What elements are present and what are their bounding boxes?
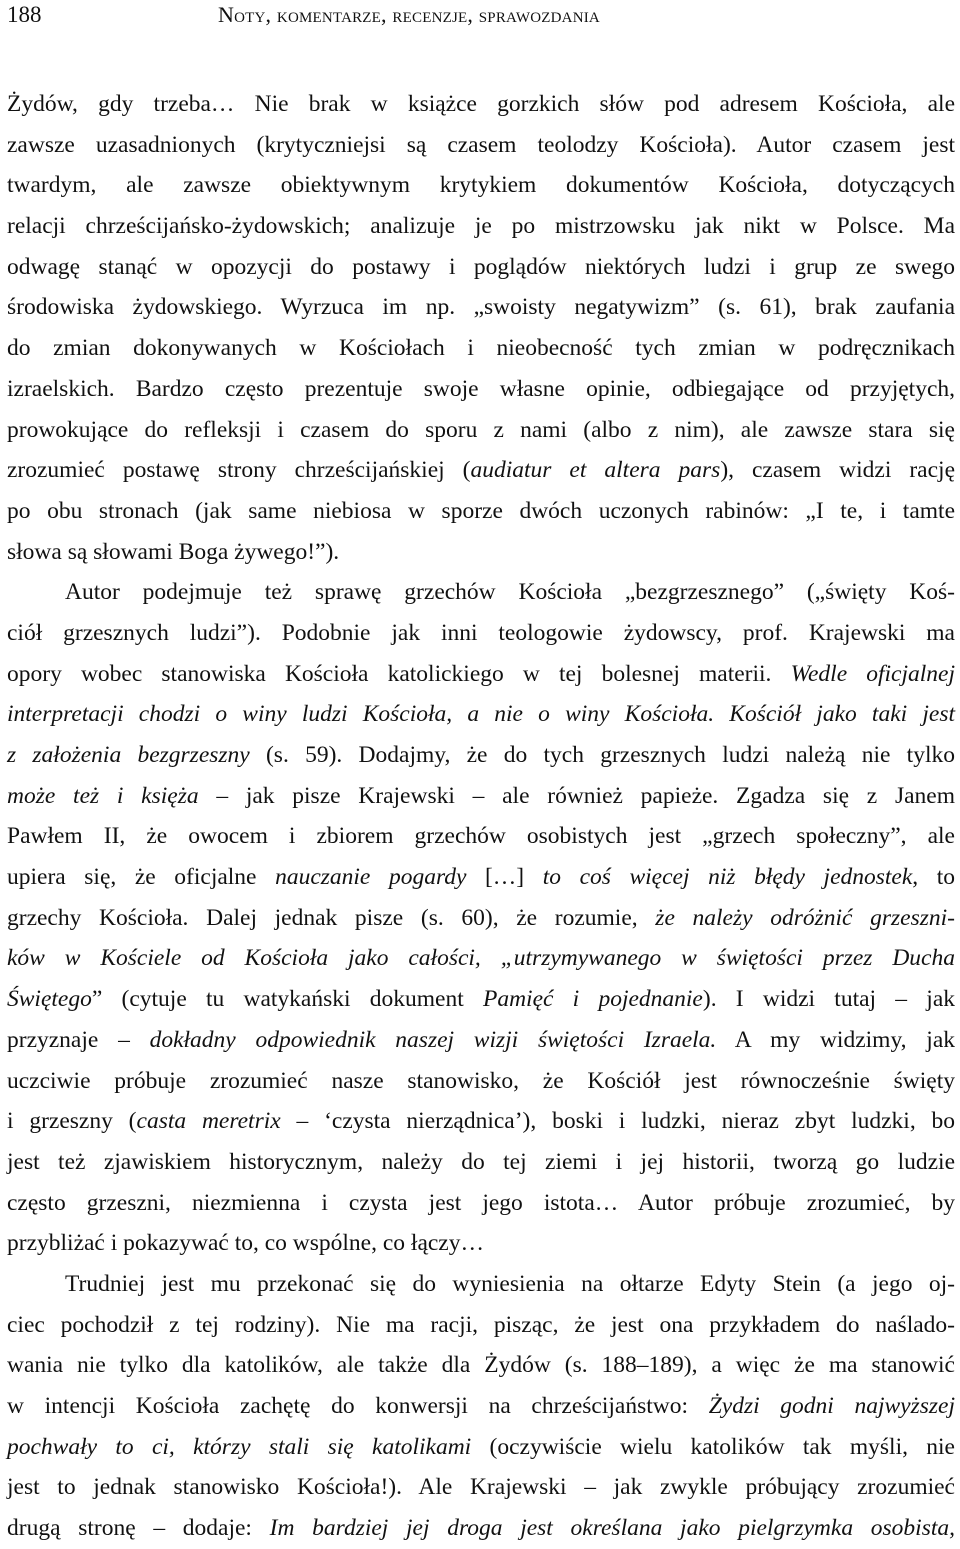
italic-text: ków w Kościele od Kościoła jako całości, „utrzymywanego w świętości przez Ducha <box>7 945 955 972</box>
text-line <box>7 1345 955 1386</box>
text-segment: po obu stronach (jak same niebiosa w sporze dwóch uczonych rabinów: „I te, i tamte <box>7 497 955 524</box>
text-line <box>7 1061 955 1102</box>
italic-text: Żydzi godni najwyższej <box>708 1393 955 1419</box>
text-line <box>7 410 955 451</box>
text-segment: (s. 59). Dodajmy, że do tych grzesznych ludzi należą nie tylko <box>249 742 955 768</box>
text-line <box>7 1305 955 1346</box>
text-segment: jest też zjawiskiem historycznym, należy do tej ziemi i jej historii, tworzą go ludzie <box>7 1148 955 1175</box>
text-segment: – ‘czysta nierządnica’), boski i ludzki, nieraz zbyt ludzki, bo <box>280 1108 956 1135</box>
text-segment: drugą stronę – dodaje: <box>7 1515 270 1542</box>
text-line <box>7 898 955 939</box>
text-segment: , to <box>912 864 956 891</box>
text-line <box>7 328 955 369</box>
text-segment: przybliżać i pokazywać to, co wspólne, co łączy… <box>7 1230 484 1257</box>
text-line <box>7 1264 955 1305</box>
italic-text: Im bardziej jej droga jest określana jako pielgrzymka osobista, <box>269 1515 955 1542</box>
text-line <box>7 1467 955 1508</box>
text-line <box>7 247 955 288</box>
text-segment: wania nie tylko dla katolików, ale także dla Żydów (s. 188–189), a więc że ma stanowić <box>7 1352 955 1379</box>
text-line <box>7 1101 955 1142</box>
text-segment: odwagę stanąć w opozycji do postawy i poglądów niektórych ludzi i grup ze swego <box>7 253 955 280</box>
text-segment: twardym, ale zawsze obiektywnym krytykiem dokumentów Kościoła, dotyczących <box>7 172 955 199</box>
text-segment: grzechy Kościoła. Dalej jednak pisze (s. 60), że rozumie, <box>7 904 656 931</box>
text-segment: upiera się, że oficjalne <box>7 864 276 891</box>
text-line <box>7 450 955 491</box>
article-body <box>7 84 955 1549</box>
italic-text: nauczanie pogardy <box>275 864 467 891</box>
text-segment: Trudniej jest mu przekonać się do wyniesienia na ołtarze Edyty Stein (a jego oj- <box>65 1270 955 1297</box>
text-line <box>7 694 955 735</box>
italic-text: że należy odróżnić grzeszni- <box>655 904 955 931</box>
text-segment: – jak pisze Krajewski – ale również papieże. Zgadza się z Janem <box>198 782 955 809</box>
text-line <box>7 206 955 247</box>
text-segment: izraelskich. Bardzo często prezentuje swoje własne opinie, odbiegające od przyjętych, <box>7 375 955 402</box>
text-line <box>7 532 955 573</box>
text-segment: prowokujące do refleksji i czasem do sporu z nami (albo z nim), ale zawsze stara się <box>7 416 955 443</box>
text-line <box>7 613 955 654</box>
text-segment: zrozumieć postawę strony chrześcijańskiej ( <box>7 457 471 484</box>
text-line <box>7 84 955 125</box>
text-segment: opory wobec stanowiska Kościoła katolickiego w tej bolesnej materii. <box>7 660 791 687</box>
text-line <box>7 369 955 410</box>
text-line <box>7 654 955 695</box>
text-segment: ciec pochodził z tej rodziny). Nie ma racji, pisząc, że jest ona przykładem do naślado- <box>7 1311 955 1338</box>
text-segment: […] <box>466 864 543 891</box>
text-line <box>7 491 955 532</box>
text-segment: środowiska żydowskiego. Wyrzuca im np. „swoisty negatywizm” (s. 61), brak zaufania <box>7 294 955 321</box>
text-segment: Pawłem II, że owocem i zbiorem grzechów osobistych jest „grzech społeczny”, ale <box>7 823 955 850</box>
text-segment: przyznaje – <box>7 1026 150 1053</box>
page-number: 188 <box>7 2 42 27</box>
text-line <box>7 1223 955 1264</box>
text-line <box>7 165 955 206</box>
text-line <box>7 938 955 979</box>
text-line <box>7 857 955 898</box>
text-segment: A my widzimy, jak <box>716 1026 955 1053</box>
text-line <box>7 572 955 613</box>
italic-text: audiatur et altera pars <box>470 457 721 484</box>
text-segment: Żydów, gdy trzeba… Nie brak w książce gorzkich słów pod adresem Kościoła, ale <box>7 91 955 117</box>
italic-text: dokładny odpowiednik naszej wizji świętości Izraela. <box>149 1026 717 1053</box>
italic-text: interpretacji chodzi o winy ludzi Kościoła, a nie o winy Kościoła. Kościół jako taki jest <box>7 701 955 728</box>
text-segment: jest to jednak stanowisko Kościoła!). Ale Krajewski – jak zwykle próbujący zrozumieć <box>7 1474 955 1501</box>
text-segment: do zmian dokonywanych w Kościołach i nieobecność tych zmian w podręcznikach <box>7 335 955 362</box>
text-line <box>7 816 955 857</box>
text-segment: słowa są słowami Boga żywego!”). <box>7 538 340 565</box>
text-segment: Autor podejmuje też sprawę grzechów Kościoła „bezgrzesznego” („święty Koś- <box>65 579 955 606</box>
italic-text: casta meretrix <box>136 1108 281 1135</box>
italic-text: Pamięć i pojednanie <box>482 986 703 1013</box>
italic-text: to coś więcej niż błędy jednostek <box>542 864 913 891</box>
text-segment: zawsze uzasadnionych (krytyczniejsi są czasem teolodzy Kościoła). Autor czasem jest <box>7 131 955 158</box>
text-segment: (oczywiście wielu katolików tak myśli, nie <box>471 1433 955 1460</box>
text-segment: uczciwie próbuje zrozumieć nasze stanowisko, że Kościół jest równocześnie święty <box>7 1067 955 1094</box>
text-line <box>7 979 955 1020</box>
italic-text: z założenia bezgrzeszny <box>7 742 250 768</box>
text-segment: ciół grzesznych ludzi”). Podobnie jak inni teologowie żydowscy, prof. Krajewski ma <box>7 619 955 646</box>
text-segment: ), czasem widzi rację <box>720 457 955 484</box>
text-line <box>7 1427 955 1468</box>
text-line <box>7 776 955 817</box>
text-segment: i grzeszny ( <box>7 1108 137 1135</box>
text-segment: relacji chrześcijańsko-żydowskich; analizuje je po mistrzowsku jak nikt w Polsce. Ma <box>7 213 955 240</box>
text-line <box>7 735 955 776</box>
text-segment: ). I widzi tutaj – jak <box>702 986 955 1013</box>
text-line <box>7 1183 955 1224</box>
text-segment: w intencji Kościoła zachętę do konwersji na chrześcijaństwo: <box>7 1393 709 1419</box>
italic-text: Świętego <box>7 986 92 1013</box>
text-line <box>7 1020 955 1061</box>
italic-text: pochwały to ci, którzy stali się katolikami <box>7 1433 472 1460</box>
text-line <box>7 1508 955 1549</box>
text-line <box>7 1142 955 1183</box>
text-line <box>7 287 955 328</box>
text-line <box>7 125 955 166</box>
text-segment: ” (cytuje tu watykański dokument <box>91 986 483 1013</box>
text-line <box>7 1386 955 1427</box>
italic-text: może też i księża <box>7 782 199 809</box>
running-head: Noty, komentarze, recenzje, sprawozdania <box>218 2 600 27</box>
italic-text: Wedle oficjalnej <box>790 660 955 687</box>
text-segment: często grzeszni, niezmienna i czysta jest jego istota… Autor próbuje zrozumieć, by <box>7 1189 955 1216</box>
page-header <box>0 0 960 40</box>
